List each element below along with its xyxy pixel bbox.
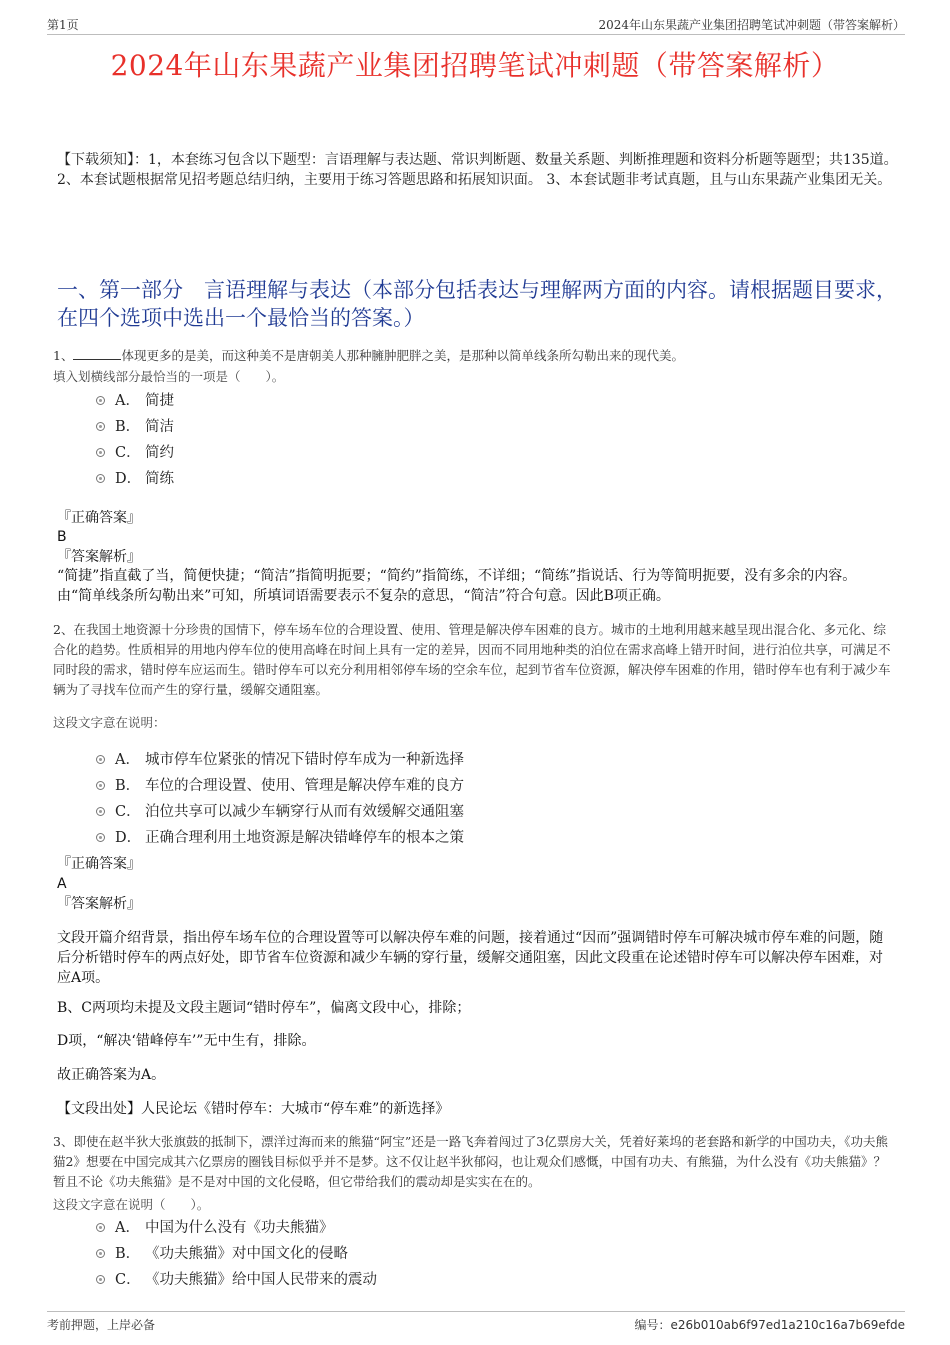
radio-icon[interactable] xyxy=(96,422,105,431)
option-a[interactable]: A． 简捷 xyxy=(96,388,896,414)
answer-analysis-paragraph: D项，“解决‘错峰停车’”无中生有，排除。 xyxy=(57,1033,316,1049)
radio-icon[interactable] xyxy=(96,1249,105,1258)
radio-icon[interactable] xyxy=(96,807,105,816)
correct-answer: A xyxy=(57,876,67,892)
question-1-text: 体现更多的是美，而这种美不是唐朝美人那种臃肿肥胖之美，是那种以简单线条所勾勒出来的现代美。 xyxy=(121,348,684,363)
radio-icon[interactable] xyxy=(96,1223,105,1232)
option-c[interactable]: C． 《功夫熊猫》给中国人民带来的震动 xyxy=(96,1267,896,1293)
question-2-prompt: 这段文字意在说明： xyxy=(53,715,166,730)
correct-answer-label: 『正确答案』 xyxy=(57,510,141,526)
header-doc-title: 2024年山东果蔬产业集团招聘笔试冲刺题（带答案解析） xyxy=(598,18,905,32)
option-d[interactable]: D． 简练 xyxy=(96,466,896,492)
option-b[interactable]: B． 车位的合理设置、使用、管理是解决停车难的良方 xyxy=(96,773,896,799)
section-title: 一、第一部分 言语理解与表达（本部分包括表达与理解两方面的内容。请根据题目要求，在四个选项中选出一个最恰当的答案。） xyxy=(57,278,897,330)
page-number: 第1页 xyxy=(47,18,79,32)
question-1-prompt: 填入划横线部分最恰当的一项是（ ）。 xyxy=(53,369,285,384)
option-a[interactable]: A． 中国为什么没有《功夫熊猫》 xyxy=(96,1215,896,1241)
question-3-prompt: 这段文字意在说明（ ）。 xyxy=(53,1197,210,1212)
fill-blank xyxy=(73,347,121,360)
page-footer xyxy=(47,1311,905,1334)
correct-answer: B xyxy=(57,529,67,545)
radio-icon[interactable] xyxy=(96,755,105,764)
answer-analysis-paragraph: B、C两项均未提及文段主题词“错时停车”，偏离文段中心，排除； xyxy=(57,1000,471,1016)
answer-analysis-paragraph: 文段开篇介绍背景，指出停车场车位的合理设置等可以解决停车难的问题，接着通过“因而”强调错时停车可解决城市停车难的问题，随后分析错时停车的两点好处，即节省车位资源和减少车辆的穿行量，缓解交通阻塞，因此文段重在论述错时停车可以解决停车困难，对应A项。 xyxy=(57,930,884,986)
answer-analysis-paragraph: 故正确答案为A。 xyxy=(57,1067,166,1083)
option-a[interactable]: A． 城市停车位紧张的情况下错时停车成为一种新选择 xyxy=(96,747,896,773)
radio-icon[interactable] xyxy=(96,448,105,457)
option-c[interactable]: C． 简约 xyxy=(96,440,896,466)
analysis-label: 『答案解析』 xyxy=(57,896,141,912)
question-2-stem: 2、在我国土地资源十分珍贵的国情下，停车场车位的合理设置、使用、管理是解决停车困难的良方。城市的土地利用越来越呈现出混合化、多元化、综合化的趋势。性质相异的用地内停车位的使用高峰在时间上具有一定的差异，因而不同用地种类的泊位在需求高峰上错开时间，进行泊位共享，可满足不同时段的需求，错时停车应运而生。错时停车可以充分利用相邻停车场的空余车位，起到节省车位资源，解决停车困难的作用，错时停车也有利于减少车辆为了寻找车位而产生的穿行量，缓解交通阻塞。 xyxy=(53,622,891,697)
correct-answer-label: 『正确答案』 xyxy=(57,856,141,872)
option-d[interactable]: D． 正确合理利用土地资源是解决错峰停车的根本之策 xyxy=(96,825,896,851)
footer-slogan: 考前押题，上岸必备 xyxy=(47,1318,156,1332)
question-1-number: 1、 xyxy=(53,348,74,363)
option-c[interactable]: C． 泊位共享可以减少车辆穿行从而有效缓解交通阻塞 xyxy=(96,799,896,825)
download-notice: 【下载须知】：1，本套练习包含以下题型：言语理解与表达题、常识判断题、数量关系题、判断推理题和资料分析题等题型；共135道。 2、本套试题根据常见招考题总结归纳，主要用于练习答题思路和拓展知识面。 3、本套试题非考试真题，且与山东果蔬产业集团无关。 xyxy=(57,152,898,188)
document-code: 编号：e26b010ab6f97ed1a210c16a7b69efde xyxy=(634,1318,905,1332)
radio-icon[interactable] xyxy=(96,781,105,790)
radio-icon[interactable] xyxy=(96,396,105,405)
page-header xyxy=(47,14,905,35)
analysis-label: 『答案解析』 xyxy=(57,549,141,565)
option-b[interactable]: B． 《功夫熊猫》对中国文化的侵略 xyxy=(96,1241,896,1267)
option-b[interactable]: B． 简洁 xyxy=(96,414,896,440)
text-source: 【文段出处】人民论坛《错时停车：大城市“停车难”的新选择》 xyxy=(57,1101,450,1117)
question-1-stem xyxy=(53,346,893,366)
question-2-options xyxy=(96,747,896,851)
radio-icon[interactable] xyxy=(96,1275,105,1284)
radio-icon[interactable] xyxy=(96,833,105,842)
question-3-stem: 3、即使在赵半狄大张旗鼓的抵制下，漂洋过海而来的熊猫“阿宝”还是一路飞奔着闯过了3亿票房大关，凭着好莱坞的老套路和新学的中国功夫，《功夫熊猫2》想要在中国完成其六亿票房的圈钱目标似乎并不是梦。这不仅让赵半狄郁闷，也让观众们感慨，中国有功夫、有熊猫，为什么没有《功夫熊猫》？暂且不论《功夫熊猫》是不是对中国的文化侵略，但它带给我们的震动却是实实在在的。 xyxy=(53,1134,888,1189)
document-title: 2024年山东果蔬产业集团招聘笔试冲刺题（带答案解析） xyxy=(110,49,840,82)
radio-icon[interactable] xyxy=(96,474,105,483)
question-3-options xyxy=(96,1215,896,1293)
question-1-options xyxy=(96,388,896,492)
answer-analysis: “简捷”指直截了当，简便快捷；“简洁”指简明扼要；“简约”指简练，不详细；“简练”指说话、行为等简明扼要，没有多余的内容。由“简单线条所勾勒出来”可知，所填词语需要表示不复杂的意思，“简洁”符合句意。因此B项正确。 xyxy=(57,568,857,604)
